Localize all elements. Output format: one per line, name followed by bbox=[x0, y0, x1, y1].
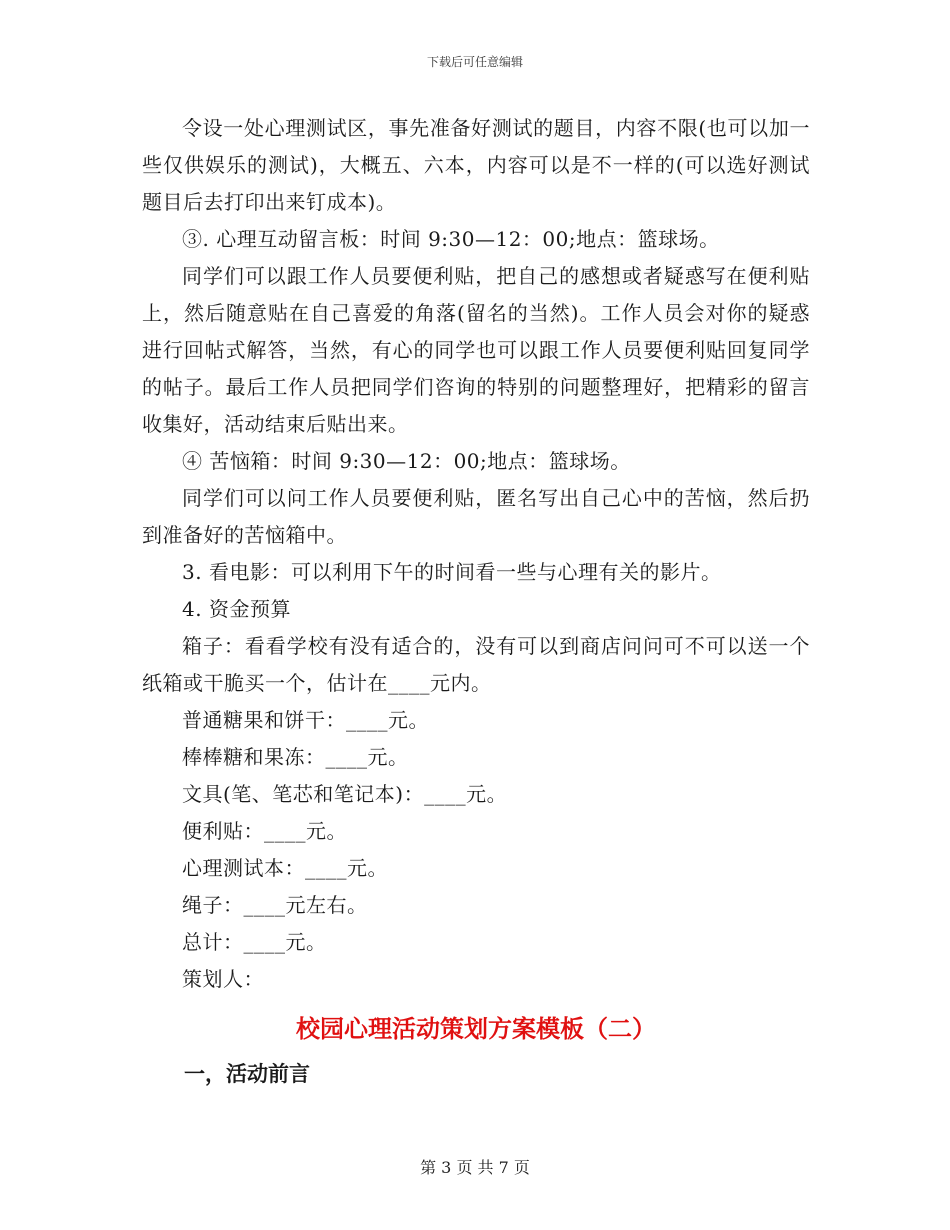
budget-item-lollipop: 棒棒糖和果冻：____元。 bbox=[182, 745, 409, 769]
budget-item-stationery: 文具(笔、笔芯和笔记本)：____元。 bbox=[182, 782, 508, 806]
paragraph-box: 箱子：看看学校有没有适合的，没有可以到商店问问可不可以送一个纸箱或干脆买一个，估计在____元内。 bbox=[142, 634, 810, 695]
planner-line: 策划人： bbox=[182, 967, 264, 991]
page-footer: 第 3 页 共 7 页 bbox=[420, 1158, 530, 1177]
page-header: 下载后可任意编辑 bbox=[426, 55, 523, 69]
paragraph-message-board: ③. 心理互动留言板：时间 9:30—12：00;地点：篮球场。 bbox=[182, 227, 720, 251]
section-heading: 一，活动前言 bbox=[184, 1061, 310, 1086]
budget-item-rope: 绳子：____元左右。 bbox=[182, 893, 368, 917]
paragraph-worry-box-detail: 同学们可以问工作人员要便利贴，匿名写出自己心中的苦恼，然后扔到准备好的苦恼箱中。 bbox=[142, 486, 810, 547]
paragraph-sticky-notes: 同学们可以跟工作人员要便利贴，把自己的感想或者疑惑写在便利贴上，然后随意贴在自己喜爱的角落(留名的当然)。工作人员会对你的疑惑进行回帖式解答，当然，有心的同学也可以跟工作人员要便利贴回复同学的帖子。最后工作人员把同学们咨询的特别的问题整理好，把精彩的留言收集好，活动结束后贴出来。 bbox=[142, 264, 810, 436]
paragraph-movie: 3. 看电影：可以利用下午的时间看一些与心理有关的影片。 bbox=[182, 560, 722, 584]
paragraph-test-area: 令设一处心理测试区，事先准备好测试的题目，内容不限(也可以加一些仅供娱乐的测试)，大概五、六本，内容可以是不一样的(可以选好测试题目后去打印出来钉成本)。 bbox=[142, 116, 810, 214]
paragraph-budget: 4. 资金预算 bbox=[182, 597, 291, 621]
budget-item-test-book: 心理测试本：____元。 bbox=[182, 856, 388, 880]
document-title: 校园心理活动策划方案模板（二） bbox=[296, 1014, 656, 1043]
budget-item-candy: 普通糖果和饼干：____元。 bbox=[182, 708, 429, 732]
budget-total: 总计：____元。 bbox=[182, 930, 327, 954]
paragraph-worry-box: ④ 苦恼箱：时间 9:30—12：00;地点：篮球场。 bbox=[182, 449, 631, 473]
budget-item-sticky-notes: 便利贴：____元。 bbox=[182, 819, 347, 843]
document-body bbox=[142, 110, 810, 1092]
